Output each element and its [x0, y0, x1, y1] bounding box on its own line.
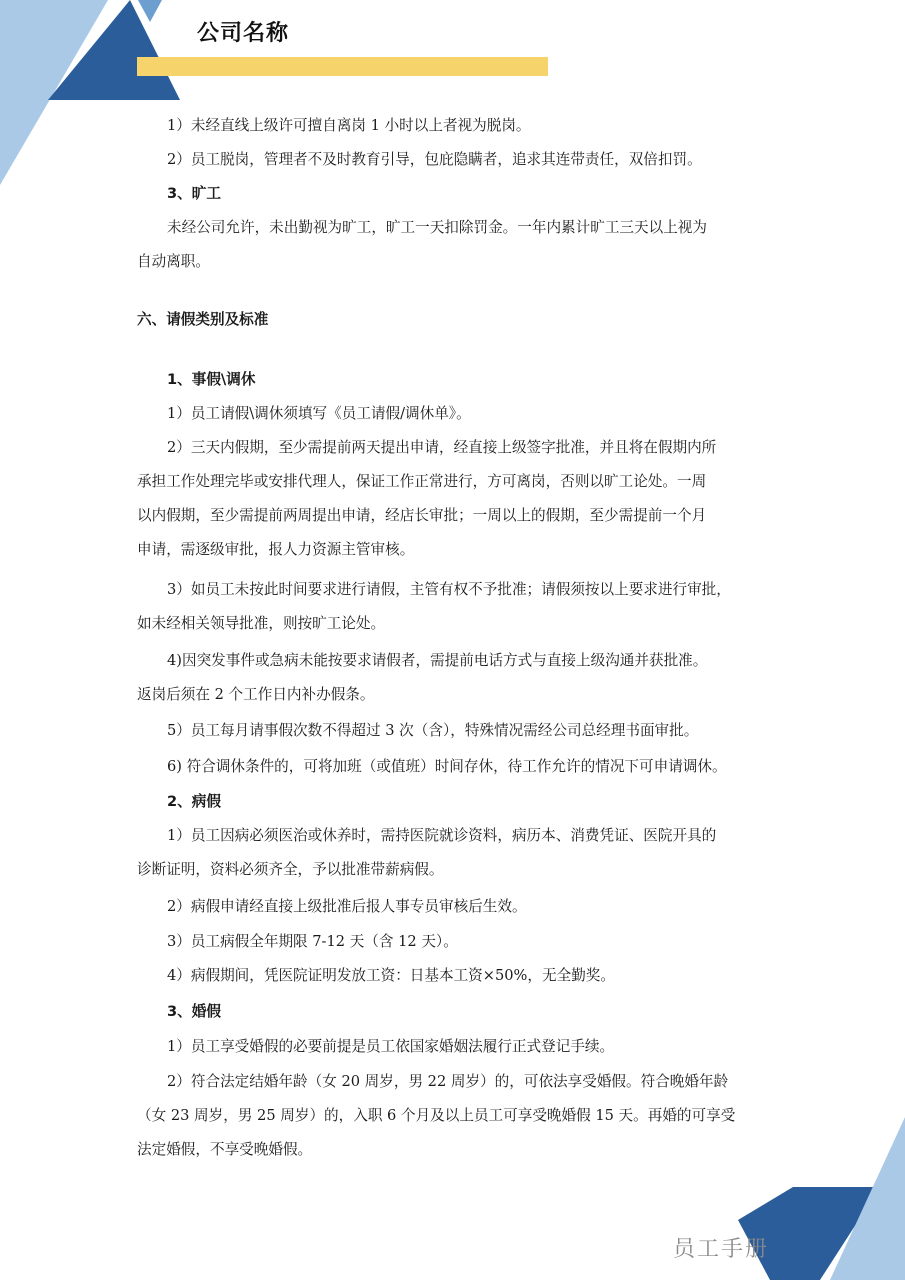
paragraph-line: 申请，需逐级审批，报人力资源主管审核。 [137, 541, 415, 558]
paragraph-line: 4）病假期间，凭医院证明发放工资：日基本工资×50%，无全勤奖。 [167, 967, 615, 984]
paragraph-line: 2）员工脱岗，管理者不及时教育引导，包庇隐瞒者，追求其连带责任，双倍扣罚。 [167, 151, 702, 168]
paragraph-line: 5）员工每月请事假次数不得超过 3 次（含），特殊情况需经公司总经理书面审批。 [167, 722, 699, 739]
paragraph-line: 承担工作处理完毕或安排代理人，保证工作正常进行，方可离岗，否则以旷工论处。一周 [137, 473, 707, 490]
top-left-small-triangle [138, 0, 162, 22]
footer-title: 员工手册 [673, 1237, 770, 1262]
company-name: 公司名称 [197, 21, 290, 46]
paragraph-line: 返岗后须在 2 个工作日内补办假条。 [137, 686, 375, 703]
paragraph-line: 4)因突发事件或急病未能按要求请假者，需提前电话方式与直接上级沟通并获批准。 [167, 652, 708, 669]
section-heading: 3、婚假 [167, 1003, 221, 1020]
paragraph-line: 3）员工病假全年期限 7-12 天（含 12 天）。 [167, 933, 458, 950]
paragraph-line: 未经公司允许，未出勤视为旷工，旷工一天扣除罚金。一年内累计旷工三天以上视为 [167, 219, 707, 236]
paragraph-line: 6) 符合调休条件的，可将加班（或值班）时间存休，待工作允许的情况下可申请调休。 [167, 758, 727, 775]
paragraph-line: 如未经相关领导批准，则按旷工论处。 [137, 615, 386, 632]
header-bar [137, 57, 548, 76]
paragraph-line: 3）如员工未按此时间要求进行请假，主管有权不予批准；请假须按以上要求进行审批， [167, 581, 731, 598]
paragraph-line: 2）符合法定结婚年龄（女 20 周岁，男 22 周岁）的，可依法享受婚假。符合晚婚年龄 [167, 1073, 729, 1090]
paragraph-line: （女 23 周岁，男 25 周岁）的，入职 6 个月及以上员工可享受晚婚假 15 天。再婚的可享受 [137, 1107, 736, 1124]
paragraph-line: 2）病假申请经直接上级批准后报人事专员审核后生效。 [167, 898, 527, 915]
paragraph-line: 以内假期，至少需提前两周提出申请，经店长审批；一周以上的假期，至少需提前一个月 [137, 507, 707, 524]
paragraph-line: 1）员工请假\调休须填写《员工请假/调休单》。 [167, 405, 471, 422]
paragraph-line: 1）员工因病必须医治或休养时，需持医院就诊资料，病历本、消费凭证、医院开具的 [167, 827, 717, 844]
paragraph-line: 2）三天内假期，至少需提前两天提出申请，经直接上级签字批准，并且将在假期内所 [167, 439, 717, 456]
section-heading: 1、事假\调休 [167, 371, 256, 388]
paragraph-line: 法定婚假，不享受晚婚假。 [137, 1141, 313, 1158]
paragraph-line: 1）员工享受婚假的必要前提是员工依国家婚姻法履行正式登记手续。 [167, 1038, 615, 1055]
section-heading: 3、旷工 [167, 185, 221, 202]
chapter-heading: 六、请假类别及标准 [137, 311, 269, 328]
section-heading: 2、病假 [167, 793, 221, 810]
paragraph-line: 自动离职。 [137, 253, 210, 270]
paragraph-line: 诊断证明，资料必须齐全，予以批准带薪病假。 [137, 861, 444, 878]
paragraph-line: 1）未经直线上级许可擅自离岗 1 小时以上者视为脱岗。 [167, 117, 531, 134]
